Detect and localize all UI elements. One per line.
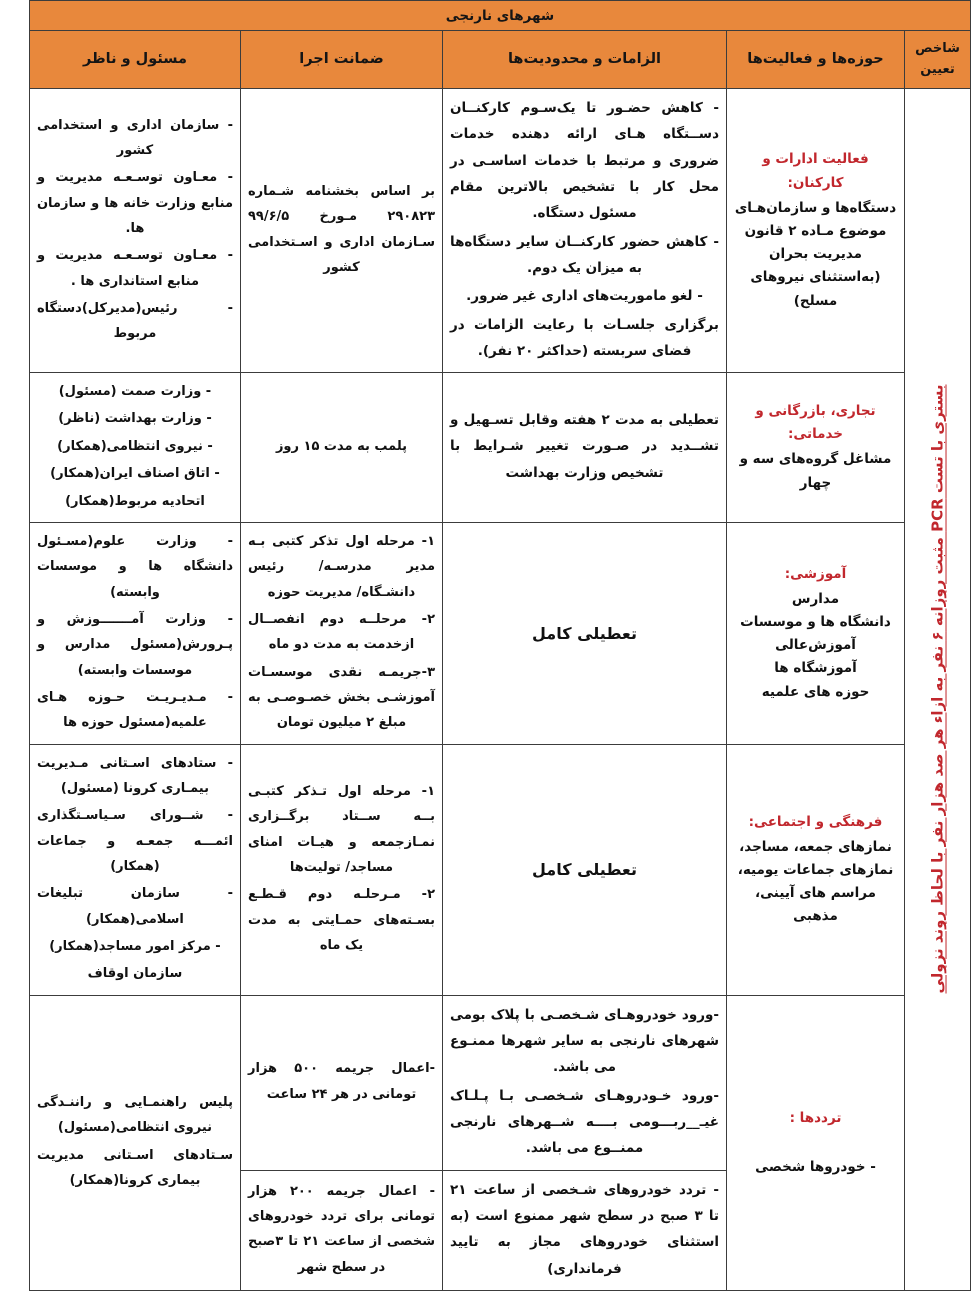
column-header-rules: الزامات و محدودیت‌ها: [443, 31, 727, 89]
rules-cell: تعطیلی کامل: [443, 522, 727, 744]
sanction-line: ۱- مرحله اول تذکر کتبی بـه مدیر مدرسـه/ رئیس دانشـگاه/ مدیریت حوزه: [248, 533, 435, 600]
domain-body: مشاغل گروه‌های سه و چهار: [739, 451, 892, 491]
rules-line: - کاهش حضور کارکنــان سایر دستگاه‌ها به میزان یک دوم.: [450, 233, 719, 276]
domain-body-line: مدارس: [791, 590, 840, 607]
rules-cell: [443, 1170, 727, 1290]
domain-cell: [727, 744, 905, 995]
responsible-cell: [29, 373, 240, 523]
responsible-line: - وزارت علوم(مسـئول دانشگاه ها و موسسات وابسته): [36, 533, 233, 600]
table-row: [29, 89, 970, 373]
responsible-line: - سازمان تبلیغات اسلامی(همکار): [36, 886, 233, 927]
domain-title: ترددها :: [789, 1109, 842, 1126]
responsible-line: - وزارت بهداشت (ناظر): [58, 411, 212, 427]
responsible-line: سازمان اوقاف: [87, 966, 183, 982]
rules-cell: [443, 373, 727, 523]
sanction-line: ۱- مرحله اول تـذکر کتبـی بــه ســتاد برگــزاری نمـازجمعه و هیـات امنای مساجد/ تولیت‌ها: [248, 783, 435, 875]
index-column-cell: [905, 89, 971, 1291]
rules-line: -ورود خودروهـای شـخصـی با پلاک بومی شهرهای نارنجی به سایر شهرها ممنـوع می باشد.: [450, 1006, 719, 1076]
responsible-line: - نیروی انتظامی(همکار): [57, 438, 213, 454]
domain-body: دستگاه‌ها و سازمان‌هـای موضوع مـاده ۲ قانون مدیریت بحران (به‌استثنای نیروهای مسلح): [734, 199, 897, 309]
domain-body-line: دانشگاه ها و موسسات: [740, 614, 891, 630]
table-banner-row: [29, 1, 970, 31]
domain-title: آموزشی:: [784, 565, 847, 582]
domain-body-line: حوزه های علمیه: [761, 683, 870, 700]
domain-title: تجاری، بازرگانی و خدماتی:: [755, 403, 876, 443]
sanction-line: ۳-جریمـه نقدی موسسـات آموزشـی بخش خصـوصـی به مبلغ ۲ میلیون تومان: [248, 664, 435, 731]
domain-cell: [727, 373, 905, 523]
responsible-line: - وزارت صمت (مسئول): [58, 384, 212, 400]
column-header-sanction: ضمانت اجرا: [241, 31, 443, 89]
sanction-line: -اعمال جریمه ۵۰۰ هزار تومانی در هر ۲۴ ساعت: [248, 1061, 435, 1102]
rules-line: - کاهش حضـور تا یک‌سـوم کارکنــان دســتگاه هـای ارائه دهنده خدمات ضروری و مرتبط با خدمات اساسـی در محل کار با تشخیص بالاترین مقام مسئول دستگاه.: [450, 100, 719, 222]
responsible-line: پلیس راهنمـایی و راننـدگی نیروی انتظامی(مسئول): [36, 1095, 233, 1136]
sanction-line: ۲- مـرحلـه دوم قـطـع بسـته‌های حمـایتی به مدت یک ماه: [248, 887, 435, 953]
responsible-line: سـتادهای اسـتانی مدیریت بیماری کرونا(همکار): [36, 1147, 233, 1189]
responsible-line: - وزارت آمـــــــوزش و پـرورش(مسئول مدارس و موسسات وابسته): [36, 611, 233, 678]
rules-line: برگزاری جلسـات با رعایت الزامات در فضای سربسته (حداکثر ۲۰ نفر).: [450, 316, 719, 359]
domain-body-line: آموزشگاه ها: [774, 660, 857, 677]
domain-body-line: آموزش‌عالی: [775, 637, 856, 654]
sanction-line: ۲- مرحلــه دوم انفصــال ازخدمت به مدت دو ماه: [248, 611, 435, 653]
responsible-line: - رئیس(مدیرکل)دستگاه مربوط: [36, 300, 233, 342]
column-header-index: [905, 31, 971, 89]
sanction-cell: [241, 373, 443, 523]
sanction-cell: [241, 1170, 443, 1290]
domain-body: - خودروها شخصی: [755, 1158, 876, 1175]
responsible-cell: [29, 522, 240, 744]
orange-cities-restrictions-table: [29, 0, 971, 1291]
sanction-cell: [241, 744, 443, 995]
banner-title: شهرهای نارنجی: [29, 1, 970, 31]
table-row: [29, 995, 970, 1170]
table-body: [29, 89, 970, 1291]
sanction-line: پلمب به مدت ۱۵ روز: [275, 438, 408, 454]
domain-cell: [727, 522, 905, 744]
table-row: [29, 373, 970, 523]
responsible-line: - ستادهای اسـتانی مـدیریت بیمـاری کرونا (مسئول): [36, 755, 233, 796]
column-header-index-line2: تعیین: [920, 61, 955, 77]
sanction-cell: [241, 995, 443, 1170]
rules-line: - تردد خودروهای شـخصی از ساعت ۲۱ تا ۳ صبح در سطح شهر ممنوع است (به استثنای خودروهای مجاز به تایید فرمانداری): [450, 1181, 720, 1277]
sanction-line: - اعمال جریمه ۲۰۰ هزار تومانی برای تردد خودروهای شخصی از ساعت ۲۱ تا ۳صبح در سطح شهر: [248, 1183, 435, 1275]
rules-cell: [443, 995, 727, 1170]
table-row: [29, 522, 970, 744]
sanction-line: بر اساس بخشنامه شـماره ۲۹۰۸۲۳ مـورخ ۹۹/۶/۵ سـازمان اداری و اسـتخدامی کشور: [248, 183, 435, 275]
responsible-line: اتحادیه مربوط(همکار): [65, 493, 205, 509]
table-row: [29, 744, 970, 995]
rules-cell: [443, 89, 727, 373]
column-header-row: [29, 31, 970, 89]
responsible-line: - معـاون توسـعـه مدیریت و منابع استانداری ها .: [36, 248, 233, 289]
rules-line: -ورود خـودروهـای شـخصـی بـا پـلـاک غیـ__ربـــومی بــــه شــهرهای نارنجی ممنــوع می باشد.: [450, 1087, 719, 1157]
domain-body: نمازهای جمعه، مساجد، نمازهای جماعات یومیه، مراسم های آیینی، مذهبی: [737, 838, 894, 925]
responsible-line: - مـدیـریـت حـوزه هـای علمیه(مسئول حوزه ها: [36, 689, 233, 731]
domain-cell: [727, 995, 905, 1290]
responsible-line: - سازمان اداری و استخدامی کشور: [36, 117, 233, 158]
responsible-cell: [29, 744, 240, 995]
rules-line: تعطیلی به مدت ۲ هفته وقابل تسـهیل و تشــدید در صـورت تغییر شـرایط با تشخیص وزارت بهداشت: [450, 412, 719, 481]
responsible-line: - شــورای سـیاسـتگذاری ائمـــه جمعـه و جماعات (همکار): [36, 808, 233, 874]
table-header: [29, 1, 970, 89]
responsible-cell: [29, 995, 240, 1290]
column-header-domain: حوزه‌ها و فعالیت‌ها: [727, 31, 905, 89]
index-vertical-text: بستری با تست PCR مثبت روزانه ۶ نفر به ازاء هر صد هزار نفر با لحاظ روند نزولی: [928, 384, 947, 994]
responsible-line: - مرکز امور مساجد(همکار): [49, 939, 221, 954]
responsible-line: - اتاق اصناف ایران(همکار): [50, 466, 220, 482]
column-header-responsible: مسئول و ناظر: [29, 31, 240, 89]
domain-title: فرهنگی و اجتماعی:: [748, 813, 883, 830]
column-header-index-line1: شاخص: [915, 41, 960, 57]
sanction-cell: [241, 89, 443, 373]
rules-cell: تعطیلی کامل: [443, 744, 727, 995]
domain-title: فعالیت ادارات و کارکنان:: [762, 151, 869, 191]
responsible-cell: [29, 89, 240, 373]
rules-line: - لغو ماموریت‌های اداری غیر ضرور.: [466, 288, 703, 305]
sanction-cell: [241, 522, 443, 744]
domain-cell: [727, 89, 905, 373]
responsible-line: - معـاون توسـعـه مدیریت و منابع وزارت خانه ها و سازمان ها.: [36, 170, 233, 236]
